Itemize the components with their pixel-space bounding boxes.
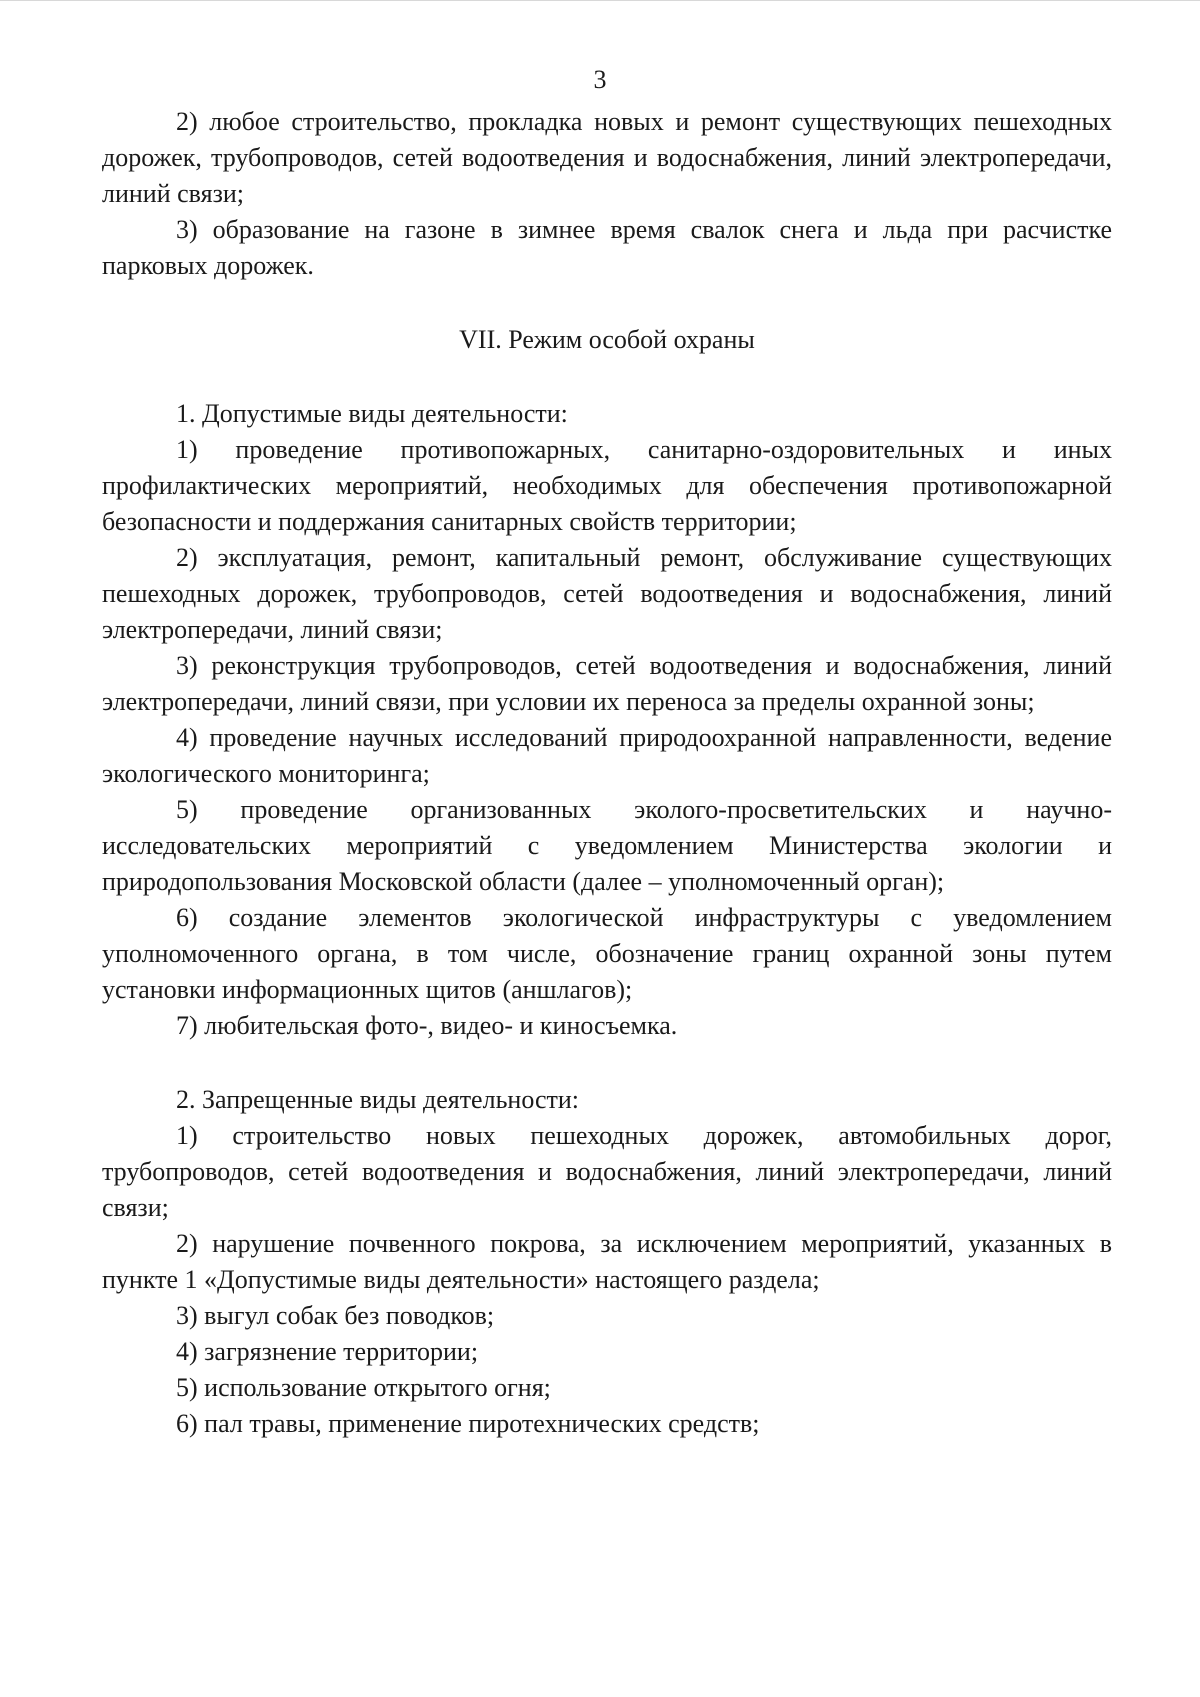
subsection-heading: 2. Запрещенные виды деятельности: bbox=[176, 1085, 580, 1114]
list-item: 1) строительство новых пешеходных дорожек, автомобильных дорог, трубопроводов, сетей водоотведения и водоснабжения, линий электропередачи, линий связи; bbox=[102, 1121, 1112, 1222]
list-item: 6) создание элементов экологической инфраструктуры с уведомлением уполномоченного органа, в том числе, обозначение границ охранной зоны путем установки информационных щитов (аншлагов); bbox=[102, 903, 1112, 1004]
list-item: 3) выгул собак без поводков; bbox=[176, 1301, 495, 1330]
list-item: 2) эксплуатация, ремонт, капитальный ремонт, обслуживание существующих пешеходных дорожек, трубопроводов, сетей водоотведения и водоснабжения, линий электропередачи, линий связи; bbox=[102, 543, 1112, 644]
list-item: 4) загрязнение территории; bbox=[176, 1337, 479, 1366]
list-item: 4) проведение научных исследований природоохранной направленности, ведение экологического мониторинга; bbox=[102, 723, 1112, 788]
document-body bbox=[102, 104, 1112, 1442]
paragraph: 2) любое строительство, прокладка новых и ремонт существующих пешеходных дорожек, трубопроводов, сетей водоотведения и водоснабжения, линий электропередачи, линий связи; bbox=[102, 107, 1112, 208]
list-item: 1) проведение противопожарных, санитарно-оздоровительных и иных профилактических мероприятий, необходимых для обеспечения противопожарной безопасности и поддержания санитарных свойств территории; bbox=[102, 435, 1112, 536]
subsection-heading: 1. Допустимые виды деятельности: bbox=[176, 399, 568, 428]
section-title: VII. Режим особой охраны bbox=[459, 325, 755, 354]
list-item: 5) использование открытого огня; bbox=[176, 1373, 551, 1402]
list-item: 7) любительская фото-, видео- и киносъемка. bbox=[176, 1011, 678, 1040]
list-item: 5) проведение организованных эколого-просветительских и научно-исследовательских мероприятий с уведомлением Министерства экологии и природопользования Московской области (далее – уполномоченный орган); bbox=[102, 795, 1112, 896]
page-number: 3 bbox=[593, 65, 607, 94]
list-item: 3) реконструкция трубопроводов, сетей водоотведения и водоснабжения, линий электропередачи, линий связи, при условии их переноса за пределы охранной зоны; bbox=[102, 651, 1112, 716]
paragraph: 3) образование на газоне в зимнее время свалок снега и льда при расчистке парковых дорожек. bbox=[102, 215, 1112, 280]
list-item: 2) нарушение почвенного покрова, за исключением мероприятий, указанных в пункте 1 «Допустимые виды деятельности» настоящего раздела; bbox=[102, 1229, 1112, 1294]
list-item: 6) пал травы, применение пиротехнических средств; bbox=[176, 1409, 760, 1438]
